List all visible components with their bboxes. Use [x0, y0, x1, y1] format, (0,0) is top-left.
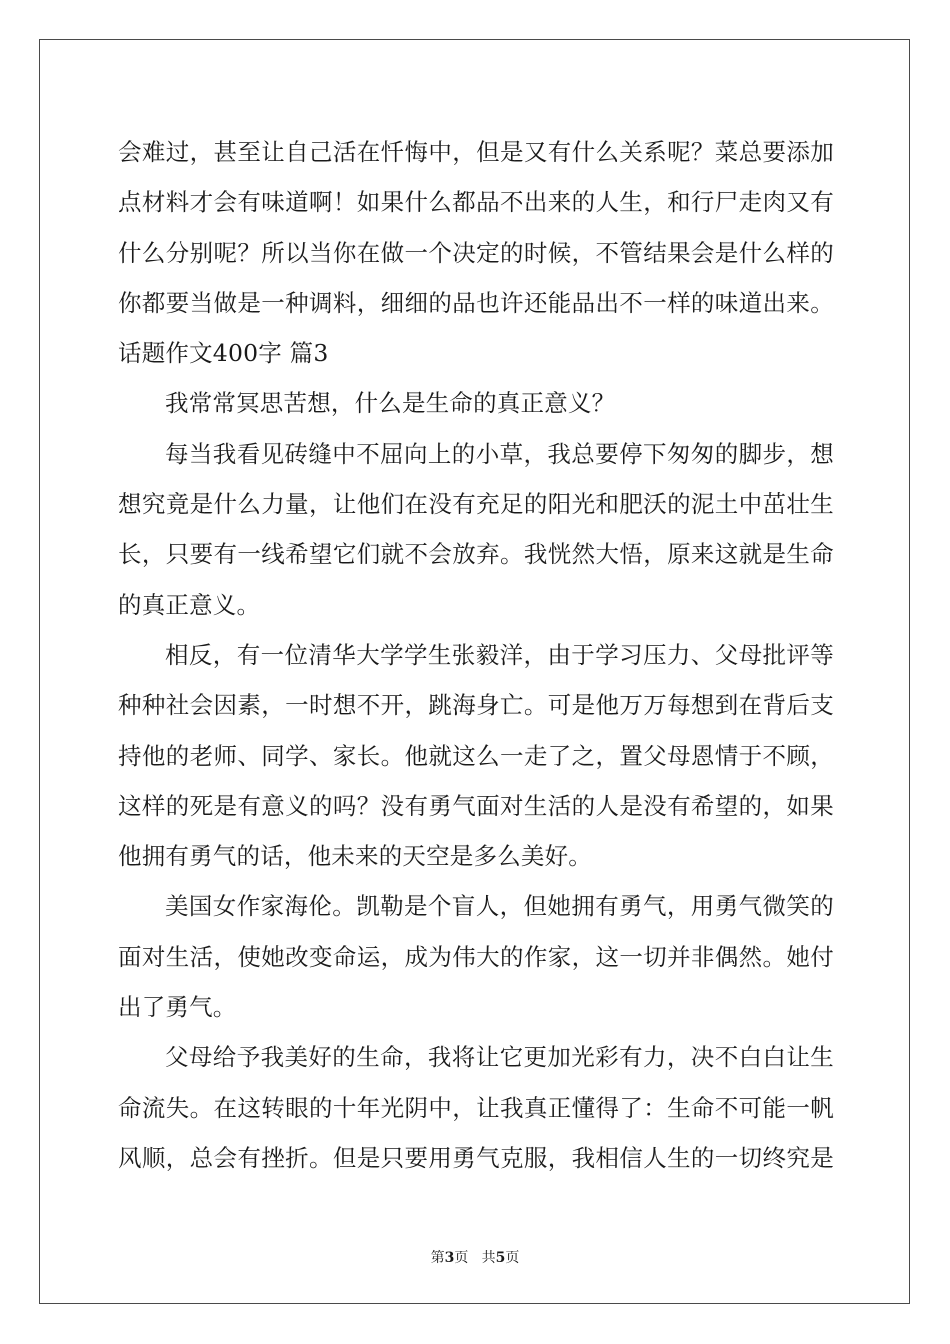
text-line: 点材料才会有味道啊！如果什么都品不出来的人生，和行尸走肉又有 — [118, 188, 834, 217]
text-line: 持他的老师、同学、家长。他就这么一走了之，置父母恩情于不顾， — [118, 741, 834, 770]
footer-prefix: 第 — [430, 1250, 445, 1266]
paragraph-start-line: 美国女作家海伦。凯勒是个盲人，但她拥有勇气，用勇气微笑的 — [165, 892, 834, 921]
text-line: 这样的死是有意义的吗？没有勇气面对生活的人是没有希望的，如果 — [118, 791, 834, 820]
footer-page-suffix: 页 — [454, 1250, 469, 1266]
text-line: 什么分别呢？所以当你在做一个决定的时候，不管结果会是什么样的 — [118, 238, 834, 267]
paragraph-start-line: 我常常冥思苦想，什么是生命的真正意义？ — [165, 389, 616, 418]
text-line: 面对生活，使她改变命运，成为伟大的作家，这一切并非偶然。她付 — [118, 942, 834, 971]
text-line: 风顺，总会有挫折。但是只要用勇气克服，我相信人生的一切终究是 — [118, 1143, 834, 1172]
section-heading: 话题作文400字 篇3 — [118, 339, 329, 368]
text-line: 命流失。在这转眼的十年光阴中，让我真正懂得了：生命不可能一帆 — [118, 1093, 834, 1122]
text-line: 你都要当做是一种调料，细细的品也许还能品出不一样的味道出来。 — [118, 288, 834, 317]
text-line: 的真正意义。 — [118, 590, 261, 619]
text-line: 长，只要有一线希望它们就不会放弃。我恍然大悟，原来这就是生命 — [118, 540, 834, 569]
footer-total-prefix: 共 — [481, 1250, 496, 1266]
paragraph-start-line: 父母给予我美好的生命，我将让它更加光彩有力，决不白白让生 — [165, 1043, 834, 1072]
page-footer — [0, 1247, 950, 1267]
text-line: 他拥有勇气的话，他未来的天空是多么美好。 — [118, 842, 592, 871]
text-line: 出了勇气。 — [118, 993, 237, 1022]
text-line: 种种社会因素，一时想不开，跳海身亡。可是他万万每想到在背后支 — [118, 691, 834, 720]
total-pages-number: 5 — [495, 1250, 506, 1266]
current-page-number: 3 — [444, 1250, 455, 1266]
text-line: 会难过，甚至让自己活在忏悔中，但是又有什么关系呢？菜总要添加 — [118, 138, 834, 166]
footer-total-suffix: 页 — [505, 1250, 520, 1266]
paragraph-start-line: 每当我看见砖缝中不屈向上的小草，我总要停下匆匆的脚步，想 — [165, 439, 834, 468]
text-line: 想究竟是什么力量，让他们在没有充足的阳光和肥沃的泥土中茁壮生 — [118, 490, 834, 519]
document-body — [118, 127, 834, 1183]
paragraph-start-line: 相反，有一位清华大学学生张毅洋，由于学习压力、父母批评等 — [165, 640, 834, 669]
